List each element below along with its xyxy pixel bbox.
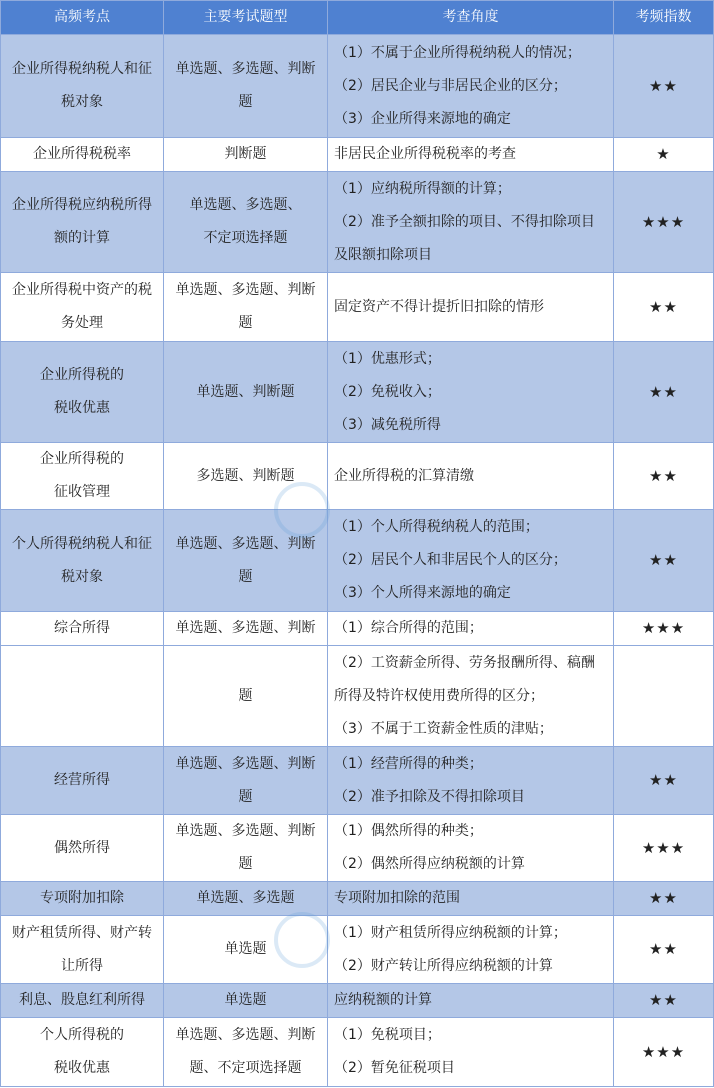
- cell-question-types-line: 单选题、多选题、判断: [175, 823, 316, 839]
- table-row: [1, 747, 714, 815]
- cell-frequency-stars: ★★: [614, 984, 714, 1018]
- cell-exam-angle-line: （2）财产转让所得应纳税额的计算: [334, 957, 553, 974]
- cell-exam-angle: [328, 510, 614, 612]
- cell-exam-angle-line: （3）减免税所得: [334, 416, 441, 433]
- cell-question-types: [164, 747, 328, 815]
- cell-exam-angle-line: （3）企业所得来源地的确定: [334, 110, 511, 127]
- cell-topic: [1, 916, 164, 984]
- cell-question-types-line: 单选题: [224, 941, 267, 957]
- cell-exam-angle-line: 非居民企业所得税税率的考查: [334, 146, 516, 162]
- cell-question-types-line: 题: [238, 315, 253, 331]
- cell-exam-angle-line: （2）免税收入；: [334, 383, 441, 400]
- cell-frequency-stars: ★★: [614, 273, 714, 342]
- cell-topic-line: 额的计算: [54, 230, 110, 246]
- cell-exam-angle-line: （1）综合所得的范围；: [334, 620, 483, 636]
- cell-exam-angle-line: （1）优惠形式；: [334, 350, 441, 367]
- cell-question-types: [164, 138, 328, 172]
- cell-question-types-line: 题: [238, 94, 253, 110]
- header-exam-angle: 考查角度: [328, 1, 614, 35]
- cell-question-types-line: 题: [238, 687, 253, 704]
- cell-exam-angle: [328, 747, 614, 815]
- table-row: [1, 35, 714, 138]
- cell-exam-angle-line: 专项附加扣除的范围: [334, 890, 460, 906]
- table-row: [1, 882, 714, 916]
- cell-frequency-stars: ★★★: [614, 612, 714, 646]
- cell-topic-line: 税收优惠: [54, 400, 110, 416]
- cell-exam-angle: [328, 273, 614, 342]
- cell-exam-angle-line: （1）不属于企业所得税纳税人的情况；: [334, 44, 581, 61]
- header-frequency: 考频指数: [614, 1, 714, 35]
- cell-exam-angle: [328, 1018, 614, 1087]
- cell-frequency-stars: ★★: [614, 916, 714, 984]
- cell-question-types-line: 不定项选择题: [203, 230, 288, 246]
- table-header-row: [1, 1, 714, 35]
- cell-exam-angle: [328, 342, 614, 443]
- cell-frequency-stars: ★★★: [614, 172, 714, 273]
- cell-exam-angle: [328, 443, 614, 510]
- table-row: [1, 510, 714, 612]
- cell-exam-angle-line: 固定资产不得计提折旧扣除的情形: [334, 298, 544, 315]
- table-row: [1, 273, 714, 342]
- cell-topic-line: 企业所得税的: [40, 367, 124, 383]
- cell-topic-line: 企业所得税纳税人和征: [12, 61, 152, 77]
- cell-exam-angle: [328, 882, 614, 916]
- cell-topic-line: 个人所得税的: [40, 1027, 124, 1043]
- cell-question-types: [164, 815, 328, 882]
- cell-exam-angle-line: 应纳税额的计算: [334, 992, 432, 1008]
- cell-question-types-line: 单选题、多选题: [196, 890, 295, 906]
- cell-exam-angle-line: 及限额扣除项目: [334, 246, 432, 263]
- cell-exam-angle: [328, 612, 614, 646]
- cell-exam-angle-line: （1）应纳税所得额的计算；: [334, 180, 511, 197]
- cell-exam-angle-line: （2）居民个人和非居民个人的区分；: [334, 552, 567, 568]
- cell-topic-line: 企业所得税税率: [33, 146, 131, 162]
- cell-topic-line: 财产租赁所得、财产转: [12, 924, 152, 941]
- cell-topic: [1, 646, 164, 747]
- cell-topic-line: 企业所得税的: [40, 451, 124, 467]
- cell-question-types-line: 题: [238, 856, 253, 872]
- cell-exam-angle-line: （3）不属于工资薪金性质的津贴；: [334, 720, 553, 737]
- cell-question-types: [164, 35, 328, 138]
- cell-topic-line: 经营所得: [54, 772, 110, 788]
- cell-exam-angle-line: （1）财产租赁所得应纳税额的计算；: [334, 924, 567, 941]
- cell-question-types-line: 单选题: [224, 992, 267, 1008]
- cell-question-types-line: 单选题、多选题、判断: [175, 755, 316, 772]
- table-row: [1, 984, 714, 1018]
- cell-question-types: [164, 646, 328, 747]
- cell-frequency-stars: ★★: [614, 35, 714, 138]
- cell-topic-line: 征收管理: [54, 484, 110, 500]
- cell-question-types-line: 题、不定项选择题: [189, 1060, 302, 1076]
- table-row: [1, 916, 714, 984]
- header-topic: 高频考点: [1, 1, 164, 35]
- cell-question-types-line: 单选题、多选题、: [189, 197, 302, 213]
- cell-frequency-stars: ★★: [614, 747, 714, 815]
- cell-question-types-line: 单选题、多选题、判断: [175, 282, 316, 298]
- cell-topic-line: 税对象: [61, 94, 103, 110]
- cell-topic: [1, 443, 164, 510]
- cell-question-types-line: 单选题、多选题、判断: [175, 61, 316, 77]
- cell-exam-angle-line: （2）工资薪金所得、劳务报酬所得、稿酬: [334, 654, 595, 671]
- cell-topic: [1, 882, 164, 916]
- cell-question-types-line: 题: [238, 568, 253, 585]
- cell-topic: [1, 815, 164, 882]
- cell-exam-angle: [328, 172, 614, 273]
- cell-question-types: [164, 510, 328, 612]
- cell-exam-angle-line: （3）个人所得来源地的确定: [334, 585, 511, 601]
- cell-exam-angle-line: （2）暂免征税项目: [334, 1060, 455, 1076]
- cell-question-types-line: 判断题: [224, 146, 267, 162]
- cell-question-types-line: 单选题、多选题、判断: [175, 1027, 316, 1043]
- cell-topic-line: 专项附加扣除: [40, 890, 124, 906]
- cell-topic: [1, 172, 164, 273]
- cell-question-types: [164, 916, 328, 984]
- cell-question-types: [164, 172, 328, 273]
- table-row: [1, 342, 714, 443]
- cell-topic: [1, 984, 164, 1018]
- cell-topic: [1, 1018, 164, 1087]
- cell-question-types-line: 多选题、判断题: [196, 467, 295, 484]
- cell-exam-angle: [328, 138, 614, 172]
- cell-question-types: [164, 882, 328, 916]
- cell-topic: [1, 138, 164, 172]
- cell-topic: [1, 612, 164, 646]
- cell-topic-line: 个人所得税纳税人和征: [12, 535, 152, 552]
- cell-topic: [1, 35, 164, 138]
- cell-topic-line: 税收优惠: [54, 1060, 110, 1076]
- cell-question-types: [164, 342, 328, 443]
- cell-exam-angle-line: 企业所得税的汇算清缴: [334, 467, 474, 484]
- cell-exam-angle-line: （1）免税项目；: [334, 1027, 441, 1043]
- cell-topic: [1, 510, 164, 612]
- cell-frequency-stars: [614, 646, 714, 747]
- cell-exam-angle: [328, 646, 614, 747]
- table-row: [1, 815, 714, 882]
- cell-frequency-stars: ★★★: [614, 1018, 714, 1087]
- cell-exam-angle-line: （2）准予扣除及不得扣除项目: [334, 788, 525, 805]
- cell-exam-angle-line: （2）偶然所得应纳税额的计算: [334, 856, 525, 872]
- cell-topic-line: 务处理: [61, 315, 103, 331]
- cell-topic-line: 企业所得税中资产的税: [12, 282, 152, 298]
- cell-topic-line: 综合所得: [54, 620, 110, 636]
- cell-question-types: [164, 273, 328, 342]
- cell-frequency-stars: ★★: [614, 342, 714, 443]
- cell-question-types-line: 单选题、多选题、判断: [175, 535, 316, 552]
- cell-topic-line: 利息、股息红利所得: [19, 992, 145, 1008]
- cell-exam-angle-line: （2）居民企业与非居民企业的区分；: [334, 77, 567, 94]
- cell-exam-angle-line: （1）个人所得税纳税人的范围；: [334, 519, 539, 535]
- table-row: [1, 138, 714, 172]
- cell-topic-line: 偶然所得: [54, 839, 110, 856]
- cell-exam-angle: [328, 916, 614, 984]
- table-row: [1, 646, 714, 747]
- cell-frequency-stars: ★★: [614, 882, 714, 916]
- cell-exam-angle: [328, 35, 614, 138]
- cell-question-types: [164, 984, 328, 1018]
- cell-question-types: [164, 1018, 328, 1087]
- table-row: [1, 172, 714, 273]
- header-question-types: 主要考试题型: [164, 1, 328, 35]
- cell-topic: [1, 342, 164, 443]
- cell-frequency-stars: ★★: [614, 510, 714, 612]
- cell-question-types-line: 单选题、判断题: [196, 383, 295, 400]
- cell-question-types: [164, 612, 328, 646]
- cell-exam-angle-line: （1）偶然所得的种类；: [334, 823, 483, 839]
- cell-question-types-line: 单选题、多选题、判断: [175, 620, 316, 636]
- cell-topic: [1, 273, 164, 342]
- cell-question-types-line: 题: [238, 788, 253, 805]
- table-row: [1, 1018, 714, 1087]
- cell-topic: [1, 747, 164, 815]
- cell-exam-angle: [328, 984, 614, 1018]
- cell-exam-angle: [328, 815, 614, 882]
- cell-topic-line: 税对象: [61, 568, 103, 585]
- cell-exam-angle-line: 所得及特许权使用费所得的区分；: [334, 687, 544, 704]
- cell-question-types: [164, 443, 328, 510]
- cell-exam-angle-line: （2）准予全额扣除的项目、不得扣除项目: [334, 213, 595, 230]
- table-row: [1, 612, 714, 646]
- cell-exam-angle-line: （1）经营所得的种类；: [334, 755, 483, 772]
- table-row: [1, 443, 714, 510]
- cell-frequency-stars: ★★★: [614, 815, 714, 882]
- cell-topic-line: 让所得: [61, 957, 103, 974]
- cell-frequency-stars: ★★: [614, 443, 714, 510]
- cell-frequency-stars: ★: [614, 138, 714, 172]
- cell-topic-line: 企业所得税应纳税所得: [12, 197, 152, 213]
